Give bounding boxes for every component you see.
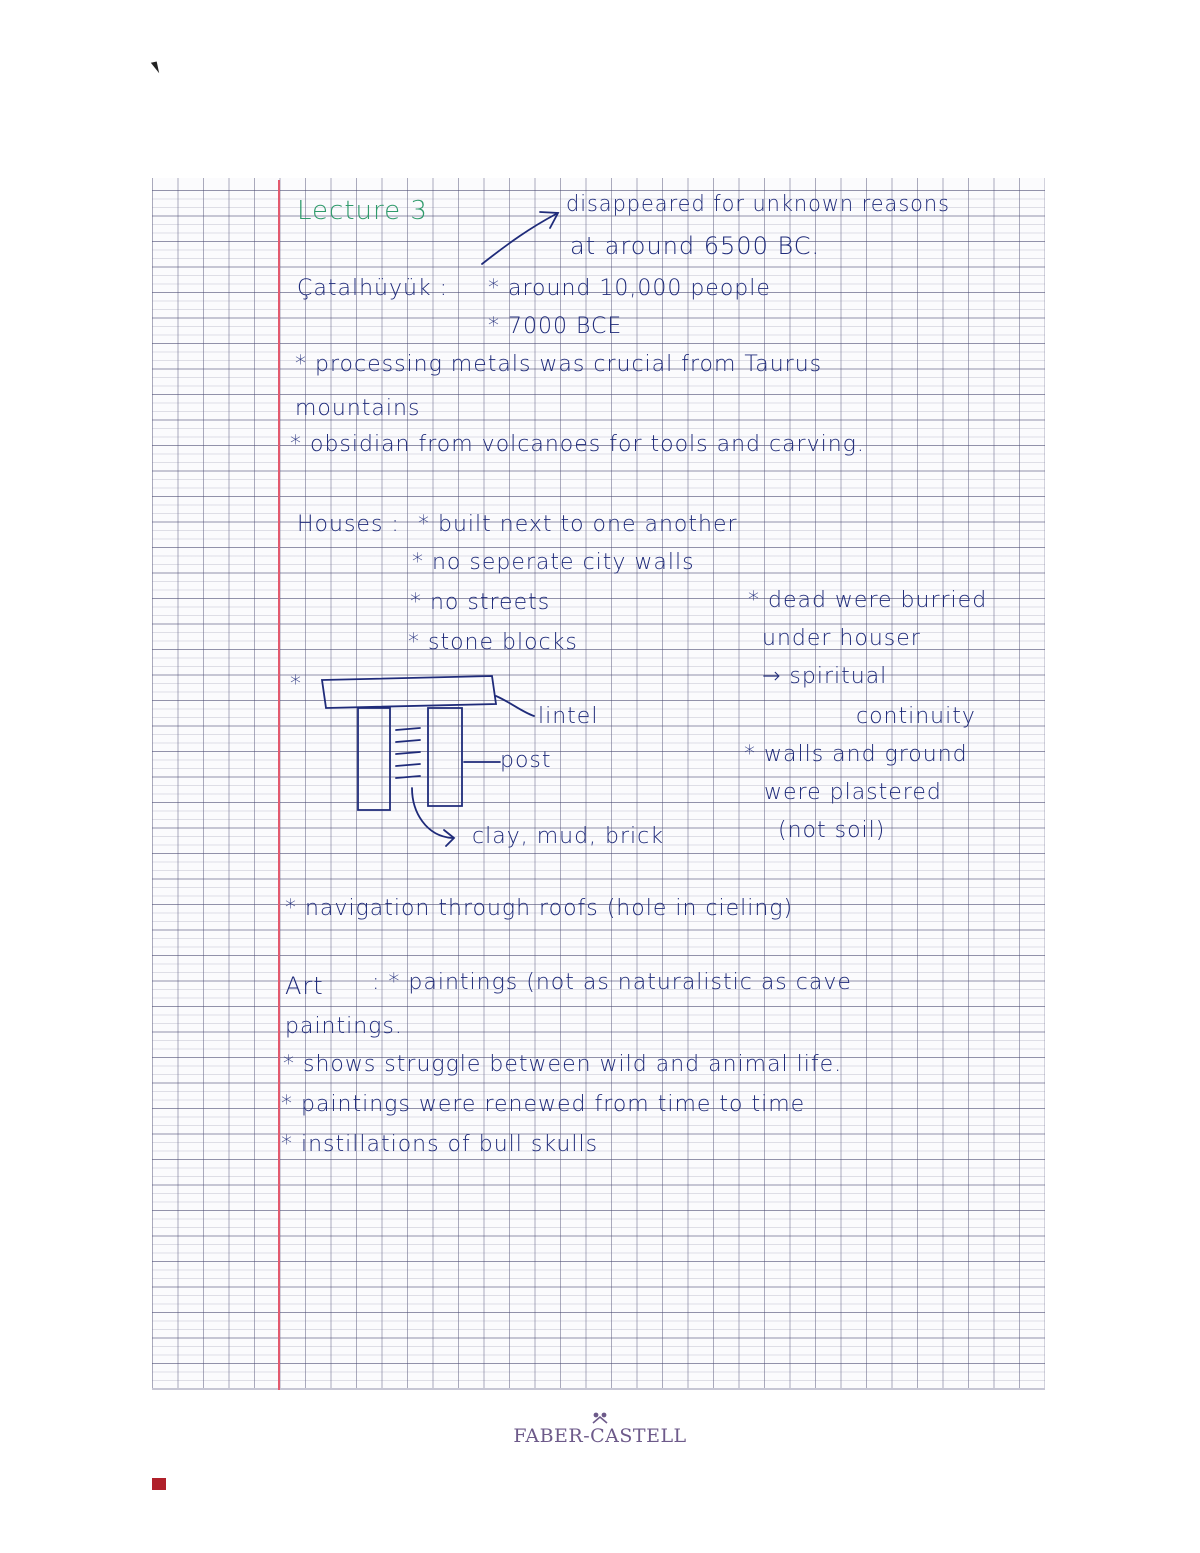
houses-point-2: * no seperate city walls [412, 550, 695, 575]
art-renewed-note: * paintings were renewed from time to time [281, 1092, 806, 1117]
art-skulls-note: * instillations of bull skulls [281, 1132, 599, 1157]
diagram-star: * [290, 672, 302, 697]
post-left [358, 708, 390, 810]
post-right [428, 708, 462, 806]
walls-note-line1: * walls and ground [744, 742, 968, 767]
navigation-note: * navigation through roofs (hole in cieling) [285, 896, 794, 921]
art-label: Art [285, 972, 324, 1000]
fact-date: * 7000 BCE [488, 314, 623, 339]
art-paintings-line2: paintings. [285, 1014, 403, 1039]
art-struggle-note: * shows struggle between wild and animal life. [283, 1052, 843, 1077]
disappeared-note-line2: at around 6500 BC. [570, 232, 821, 260]
houses-point-4: * stone blocks [408, 630, 578, 655]
dead-note-line2: under houser [762, 626, 921, 651]
houses-point-1: * built next to one another [418, 512, 738, 537]
houses-label: Houses : [297, 512, 400, 537]
walls-note-line3: (not soil) [778, 818, 886, 843]
arrow-to-disappeared [482, 214, 556, 264]
lintel-shape [322, 676, 496, 708]
art-paintings-line1: : * paintings (not as naturalistic as cave [372, 970, 852, 995]
lecture-title: Lecture 3 [297, 196, 428, 226]
diagram-clay-label: clay, mud, brick [472, 824, 664, 849]
fact-population: * around 10,000 people [488, 276, 771, 301]
dead-note-line1: * dead were burried [748, 588, 988, 613]
pointer-lintel [496, 696, 534, 716]
diagram-post-label: post [500, 748, 552, 773]
metals-note-line2: mountains [295, 396, 421, 421]
brand-wordmark: FABER-CASTELL [513, 1425, 687, 1447]
obsidian-note: * obsidian from volcanoes for tools and carving. [290, 432, 865, 457]
clay-fill [396, 728, 420, 778]
metals-note-line1: * processing metals was crucial from Taurus [295, 352, 823, 377]
diagram-lintel-label: lintel [538, 704, 599, 729]
walls-note-line2: were plastered [764, 780, 942, 805]
disappeared-note-line1: disappeared for unknown reasons [566, 192, 950, 217]
dead-note-line4: continuity [856, 704, 976, 729]
houses-point-3: * no streets [410, 590, 551, 615]
site-name: Çatalhüyük : [297, 276, 449, 301]
dead-note-line3: → spiritual [762, 664, 888, 689]
